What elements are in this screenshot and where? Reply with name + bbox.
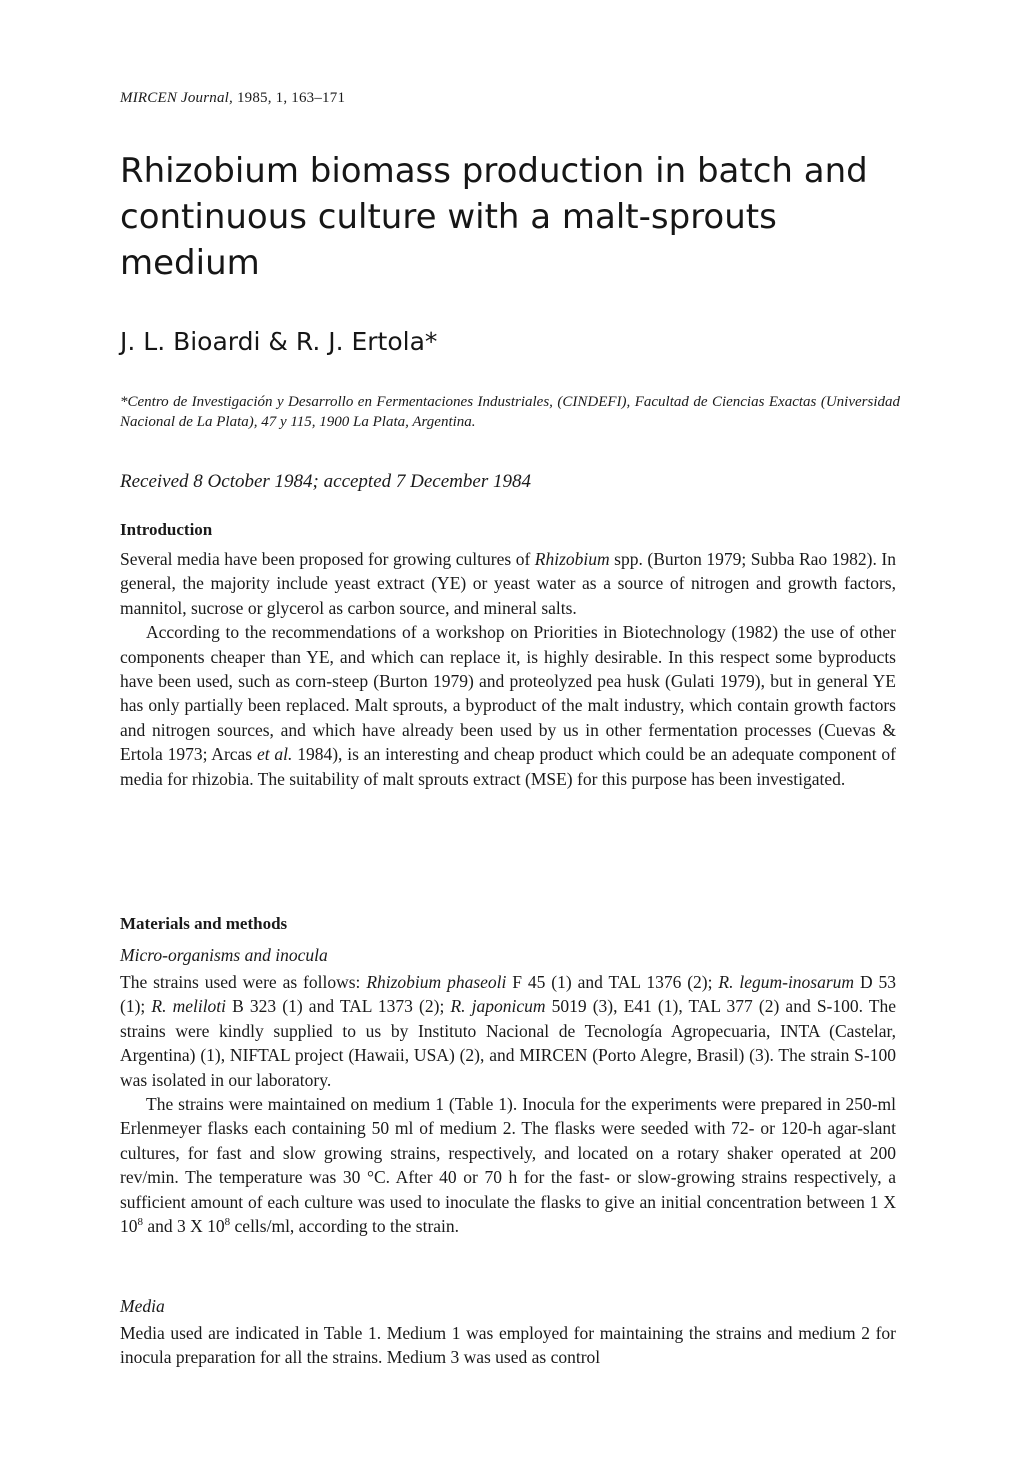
- journal-name: MIRCEN Journal,: [120, 90, 233, 106]
- author-affiliation: *Centro de Investigación y Desarrollo en Fermentaciones Industriales, (CINDEFI), Facultad de Ciencias Exactas (Universidad Nacional de La Plata), 47 y 115, 1900 La Plata, Argentina.: [120, 394, 900, 430]
- materials-paragraph-2: The strains were maintained on medium 1 (Table 1). Inocula for the experiments were prepared in 250-ml Erlenmeyer flasks each containing 50 ml of medium 2. The flasks were seeded with 72- or 120-h agar-slant cultures, for fast and slow growing strains, respectively, and located on a rotary shaker operated at 200 rev/min. The temperature was 30 °C. After 40 or 70 h for the fast- or slow-growing strains respectively, a sufficient amount of each culture was used to inoculate the flasks to give an initial concentration between 1 X $10^8$ and 3 X $10^8$ cells/ml, according to the strain.: [120, 1094, 896, 1237]
- article-title: Rhizobium biomass production in batch and continuous culture with a malt-sprouts medium: [120, 151, 868, 283]
- section-heading-materials: Materials and methods: [120, 914, 288, 933]
- media-body: [120, 1321, 896, 1370]
- section-heading-introduction: Introduction: [120, 520, 213, 539]
- introduction-paragraph-2: According to the recommendations of a workshop on Priorities in Biotechnology (1982) the use of other components cheaper than YE, and which can replace it, is highly desirable. In this respect some byproducts have been used, such as corn-steep (Burton 1979) and proteolyzed pea husk (Gulati 1979), but in general YE has only partially been replaced. Malt sprouts, a byproduct of the malt industry, which contain growth factors and nitrogen sources, and which have already been used by us in other fermentation processes (Cuevas & Ertola 1973; Arcas et al. 1984), is an interesting and cheap product which could be an adequate component of media for rhizobia. The suitability of malt sprouts extract (MSE) for this purpose has been investigated.: [120, 622, 896, 789]
- journal-citation: [120, 90, 345, 107]
- article-authors: J. L. Bioardi & R. J. Ertola*: [120, 327, 438, 356]
- materials-body: [120, 970, 896, 1238]
- introduction-paragraph-1: Several media have been proposed for growing cultures of Rhizobium spp. (Burton 1979; Subba Rao 1982). In general, the majority include yeast extract (YE) or yeast water as a source of nitrogen and growth factors, mannitol, sucrose or glycerol as carbon source, and mineral salts.: [120, 549, 896, 618]
- media-paragraph-1: Media used are indicated in Table 1. Medium 1 was employed for maintaining the strains and medium 2 for inocula preparation for all the strains. Medium 3 was used as control: [120, 1323, 896, 1368]
- subsection-heading-microorganisms: Micro-organisms and inocula: [120, 945, 328, 965]
- materials-paragraph-1: The strains used were as follows: Rhizobium phaseoli F 45 (1) and TAL 1376 (2); R. legum-inosarum D 53 (1); R. meliloti B 323 (1) and TAL 1373 (2); R. japonicum 5019 (3), E41 (1), TAL 377 (2) and S-100. The strains were kindly supplied to us by Instituto Nacional de Tecnología Agropecuaria, INTA (Castelar, Argentina) (1), NIFTAL project (Hawaii, USA) (2), and MIRCEN (Porto Alegre, Brasil) (3). The strain S-100 was isolated in our laboratory.: [120, 972, 897, 1090]
- journal-volume-pages: 1985, 1, 163–171: [233, 90, 346, 106]
- received-dates: Received 8 October 1984; accepted 7 December 1984: [120, 471, 531, 492]
- subsection-heading-media: Media: [120, 1296, 165, 1316]
- introduction-body: [120, 547, 896, 791]
